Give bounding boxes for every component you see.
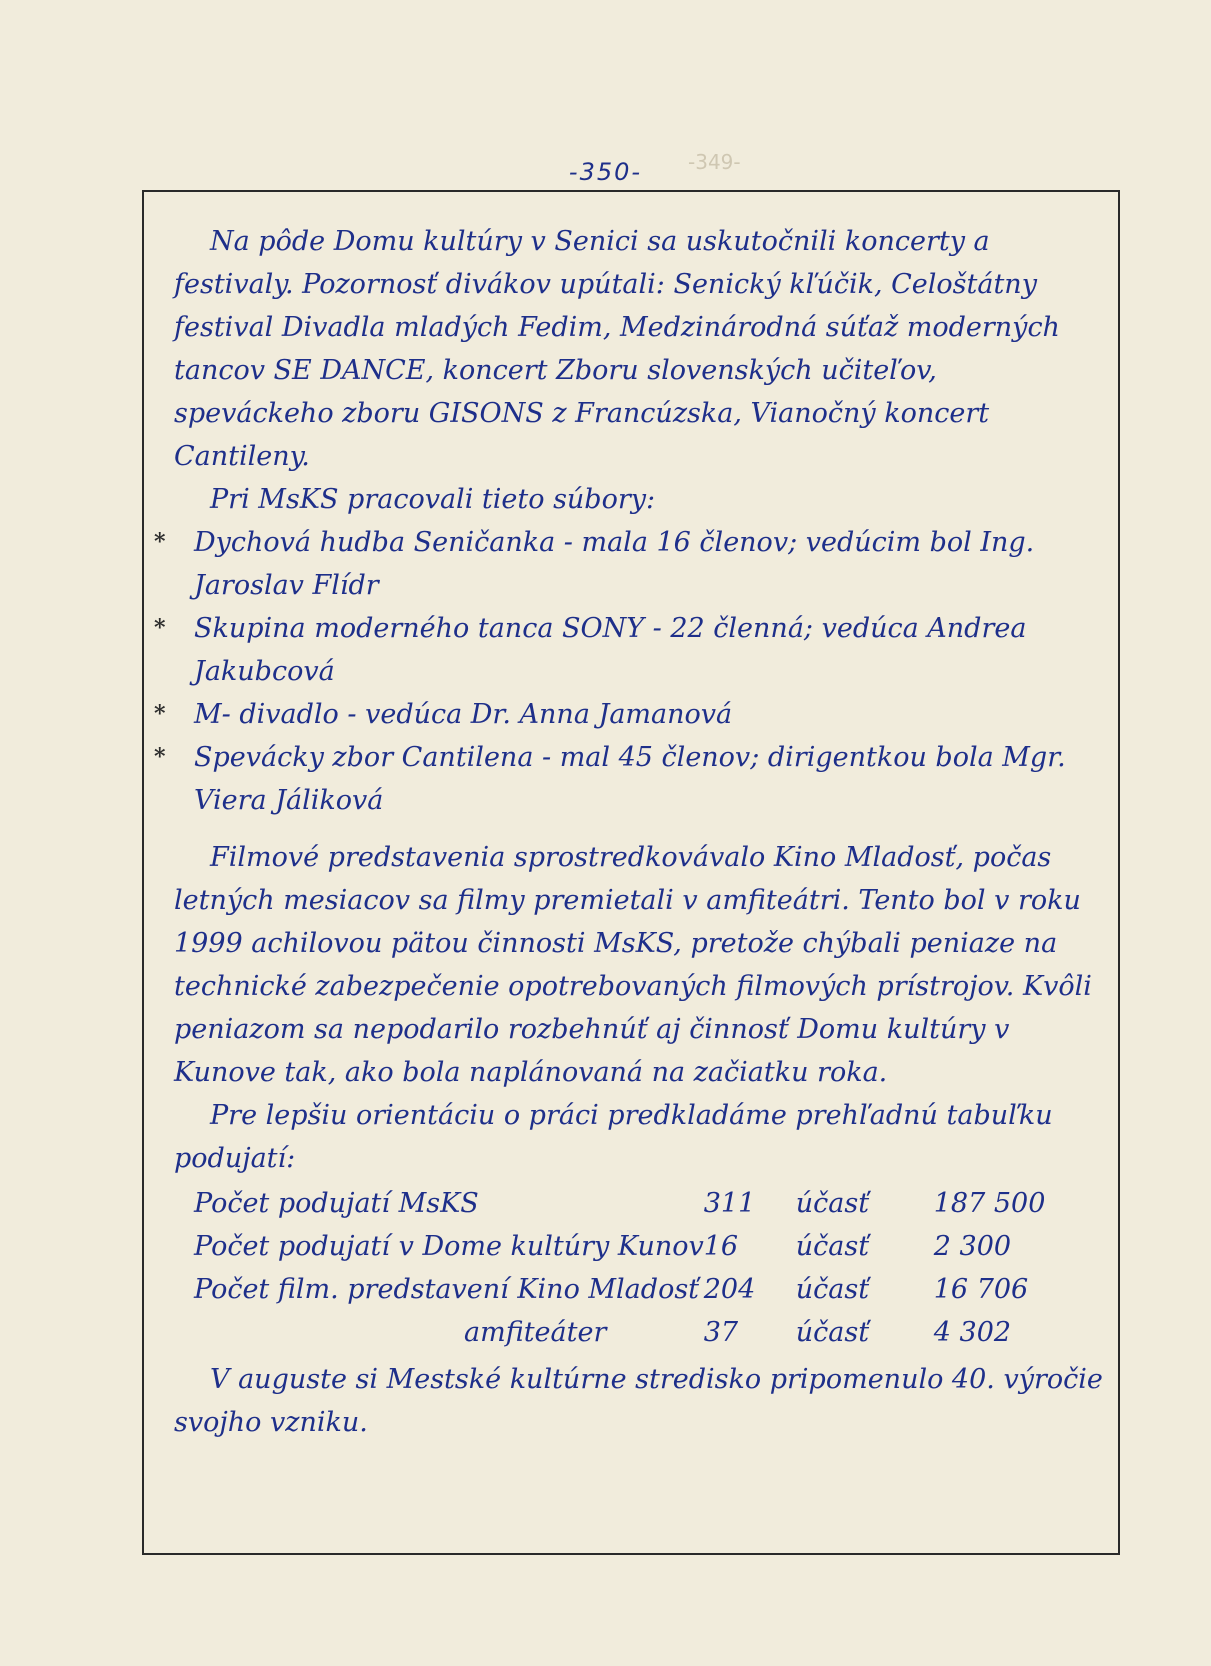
paragraph-anniversary: V auguste si Mestské kultúrne stredisko pripomenulo 40. výročie svojho vzniku. xyxy=(174,1364,1103,1438)
paragraph-cinema: Filmové predstavenia sprostredkovávalo Kino Mladosť, počas letných mesiacov sa filmy premietali v amfiteátri. Tento bol v roku 1999 achilovou pätou činnosti MsKS, pretože chýbali peniaze na technické zabezpečenie opotrebovaných filmových prístrojov. Kvôli peniazom sa nepodarilo rozbehnúť aj činnosť Domu kultúry v Kunove tak, ako bola naplánovaná na začiatku roka. xyxy=(174,842,1092,1088)
row-count: 311 xyxy=(703,1188,756,1219)
asterisk-bullet-icon: * xyxy=(154,615,166,641)
row-count: 204 xyxy=(703,1274,756,1305)
asterisk-bullet-icon: * xyxy=(154,744,166,770)
row-label: Počet podujatí v Dome kultúry Kunov xyxy=(194,1231,704,1262)
ensemble-text: M- divadlo - vedúca Dr. Anna Jamanová xyxy=(194,699,733,730)
table-row xyxy=(194,1268,1074,1311)
events-table xyxy=(194,1182,1074,1354)
table-row xyxy=(194,1182,1074,1225)
row-attendance-label: účasť xyxy=(795,1274,870,1305)
list-item xyxy=(154,693,1104,736)
row-label: Počet film. predstavení Kino Mladosť xyxy=(194,1274,700,1305)
row-attendance-value: 187 500 xyxy=(933,1188,1046,1219)
row-attendance-label: účasť xyxy=(795,1317,870,1348)
row-label: Počet podujatí MsKS xyxy=(194,1188,479,1219)
paragraph-ensembles-intro: Pri MsKS pracovali tieto súbory: xyxy=(210,484,656,515)
asterisk-bullet-icon: * xyxy=(154,701,166,727)
asterisk-bullet-icon: * xyxy=(154,529,166,555)
row-attendance-value: 16 706 xyxy=(933,1274,1029,1305)
row-count: 16 xyxy=(703,1231,739,1262)
handwritten-text xyxy=(154,220,1104,1444)
list-item xyxy=(154,521,1104,607)
table-row xyxy=(194,1311,1074,1354)
ensemble-list xyxy=(154,521,1104,822)
bleed-through-page-number: -349- xyxy=(688,150,741,174)
table-row xyxy=(194,1225,1074,1268)
row-attendance-label: účasť xyxy=(795,1188,870,1219)
row-attendance-label: účasť xyxy=(795,1231,870,1262)
ensemble-text: Spevácky zbor Cantilena - mal 45 členov; dirigentkou bola Mgr. Viera Jáliková xyxy=(194,742,1066,816)
row-count: 37 xyxy=(703,1317,739,1348)
ensemble-text: Dychová hudba Seničanka - mala 16 členov; vedúcim bol Ing. Jaroslav Flídr xyxy=(194,527,1035,601)
list-item xyxy=(154,736,1104,822)
row-label: amfiteáter xyxy=(464,1317,607,1348)
row-attendance-value: 2 300 xyxy=(933,1231,1012,1262)
row-attendance-value: 4 302 xyxy=(933,1317,1012,1348)
ensemble-text: Skupina moderného tanca SONY - 22 členná; vedúca Andrea Jakubcová xyxy=(194,613,1027,687)
paragraph-table-intro: Pre lepšiu orientáciu o práci predkladáme prehľadnú tabuľku podujatí: xyxy=(174,1100,1053,1174)
paragraph-concerts: Na pôde Domu kultúry v Senici sa uskutočnili koncerty a festivaly. Pozornosť divákov upútali: Senický kľúčik, Celoštátny festival Divadla mladých Fedim, Medzinárodná súťaž moderných tancov SE DANCE, koncert Zboru slovenských učiteľov, speváckeho zboru GISONS z Francúzska, Vianočný koncert Cantileny. xyxy=(174,226,1060,472)
list-item xyxy=(154,607,1104,693)
page-frame xyxy=(142,190,1120,1555)
page-number: -350- xyxy=(568,158,643,186)
